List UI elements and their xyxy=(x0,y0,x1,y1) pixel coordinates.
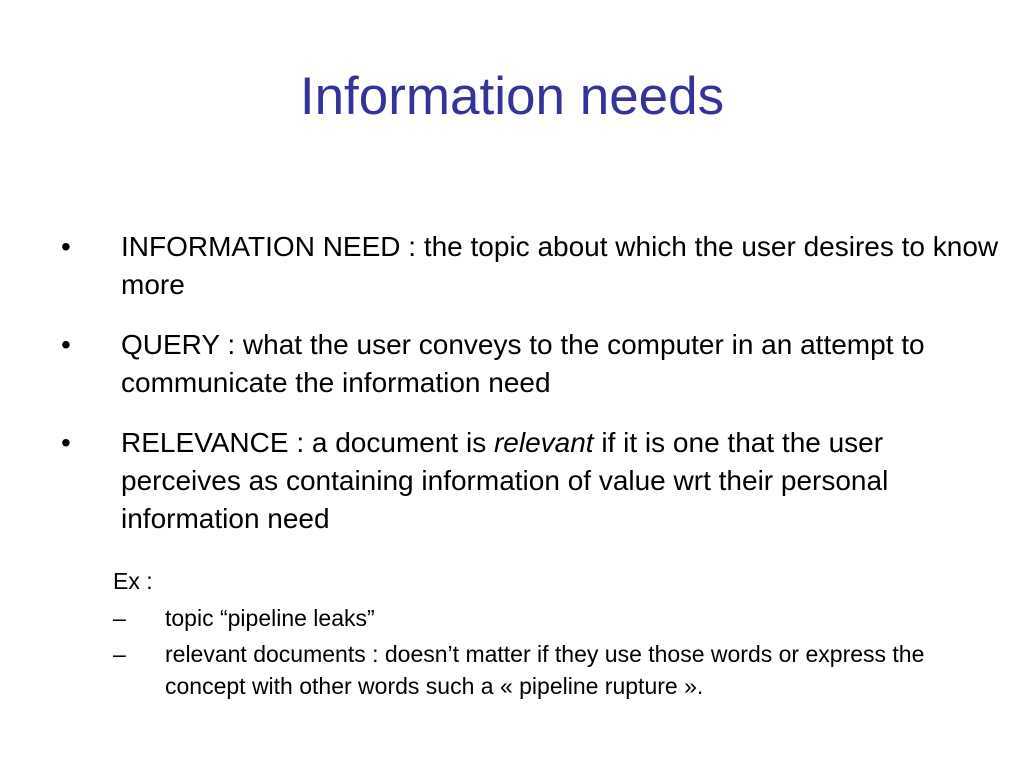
bullet-text-before: RELEVANCE : a document is xyxy=(121,427,494,458)
bullet-text: QUERY : what the user conveys to the computer in an attempt to communicate the information need xyxy=(121,329,925,398)
bullet-text-emphasis: relevant xyxy=(493,427,594,458)
dash-marker: – xyxy=(113,605,126,631)
example-item-topic xyxy=(0,602,1024,634)
example-block xyxy=(0,565,1024,706)
example-list xyxy=(0,602,1024,702)
bullet-marker: • xyxy=(61,329,71,360)
bullet-query xyxy=(0,326,1024,402)
dash-marker: – xyxy=(113,641,126,667)
example-item-text: relevant documents : doesn’t matter if they use those words or express the concept with other words such a « pipeline rupture ». xyxy=(165,641,925,699)
bullet-marker: • xyxy=(61,427,71,458)
example-item-relevant-documents xyxy=(0,638,1024,702)
example-item-text: topic “pipeline leaks” xyxy=(165,605,375,631)
bullet-text-after: if it is one that the user perceives as containing information of value wrt their personal information need xyxy=(121,427,889,534)
bullet-list xyxy=(0,228,1024,560)
bullet-text: INFORMATION NEED : the topic about which the user desires to know more xyxy=(121,231,999,300)
bullet-information-need xyxy=(0,228,1024,304)
slide-title: Information needs xyxy=(299,67,725,126)
bullet-relevance xyxy=(0,424,1024,538)
example-label: Ex : xyxy=(113,568,153,594)
bullet-marker: • xyxy=(61,231,71,262)
